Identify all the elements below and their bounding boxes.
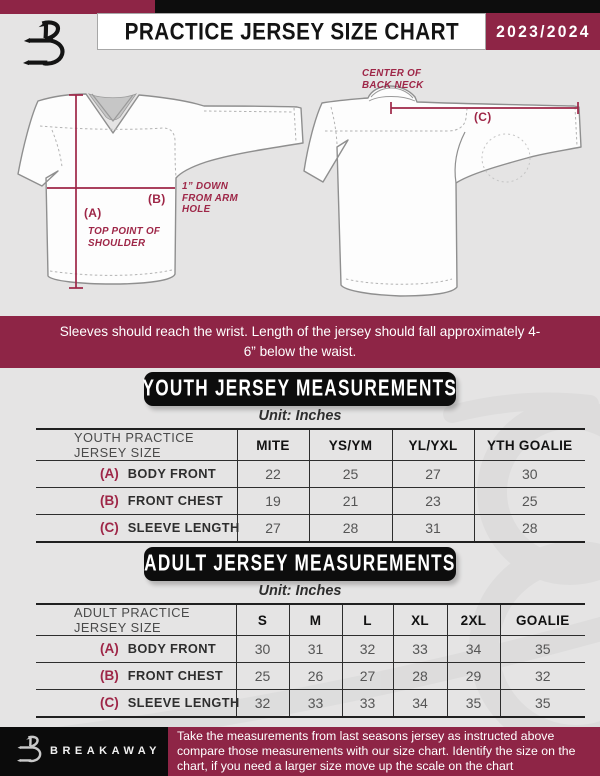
value-cell: 28 (393, 663, 447, 690)
notice-text: Sleeves should reach the wrist. Length of the jersey should fall approximately 4-6” below the waist. (59, 324, 541, 359)
value-cell: 28 (309, 515, 392, 542)
footer-note-text: Take the measurements from last seasons jersey as instructed above compare those measurements with our size chart. Identify the size on the chart, if you need a larger size move up the scale on the chart (177, 729, 576, 773)
back-jersey-illustration (304, 86, 581, 296)
row-key: (C) (100, 694, 119, 710)
value-cell: 27 (342, 663, 393, 690)
value-cell: 34 (447, 636, 500, 663)
value-cell: 23 (392, 488, 474, 515)
size-column-header: L (342, 604, 393, 636)
value-cell: 31 (289, 636, 342, 663)
youth-unit-label: Unit: Inches (258, 408, 342, 424)
value-cell: 19 (237, 488, 309, 515)
table-header-row (36, 429, 585, 461)
table-row (36, 488, 585, 515)
size-column-header: XL (393, 604, 447, 636)
value-cell: 21 (309, 488, 392, 515)
row-label-cell (36, 461, 237, 488)
title-box (97, 13, 486, 50)
adult-size-table (36, 603, 585, 718)
adult-section-title (144, 547, 456, 581)
value-cell: 22 (237, 461, 309, 488)
size-column-header: YTH GOALIE (474, 429, 585, 461)
footer-brand-box (0, 727, 168, 776)
table-title-cell: ADULT PRACTICE JERSEY SIZE (36, 604, 236, 636)
jersey-diagrams (0, 50, 600, 316)
row-label-cell (36, 515, 240, 542)
footer-note-box (168, 727, 600, 776)
marker-c: (C) (474, 110, 492, 124)
size-column-header: GOALIE (500, 604, 585, 636)
value-cell: 33 (393, 636, 447, 663)
value-cell: 28 (474, 515, 585, 542)
value-cell: 32 (342, 636, 393, 663)
front-jersey-illustration (18, 94, 303, 288)
row-key: (B) (100, 493, 119, 508)
row-label-cell (36, 636, 236, 663)
value-cell: 34 (393, 690, 447, 717)
value-cell: 25 (236, 663, 289, 690)
youth-size-table (36, 428, 585, 543)
size-column-header: YS/YM (309, 429, 392, 461)
value-cell: 26 (289, 663, 342, 690)
value-cell: 25 (474, 488, 585, 515)
table-header-row (36, 604, 585, 636)
marker-a: (A) (84, 206, 102, 220)
row-name: SLEEVE LENGTH (127, 694, 240, 710)
notice-banner (0, 316, 600, 368)
breakaway-logo-footer-icon (17, 734, 44, 768)
table-title-cell: YOUTH PRACTICE JERSEY SIZE (36, 429, 237, 461)
row-label-cell (36, 690, 240, 717)
value-cell: 35 (500, 690, 585, 717)
adult-title-text: ADULT JERSEY MEASUREMENTS (144, 550, 456, 577)
row-name: BODY FRONT (127, 641, 217, 656)
value-cell: 27 (392, 461, 474, 488)
value-cell: 32 (236, 690, 289, 717)
row-label-cell (36, 488, 237, 515)
value-cell: 25 (309, 461, 392, 488)
breakaway-logo-icon (23, 19, 69, 74)
header (0, 0, 600, 78)
size-column-header: S (236, 604, 289, 636)
size-column-header: 2XL (447, 604, 500, 636)
row-name: SLEEVE LENGTH (127, 519, 240, 535)
value-cell: 29 (447, 663, 500, 690)
value-cell: 30 (236, 636, 289, 663)
row-name: FRONT CHEST (127, 493, 224, 508)
table-row (36, 663, 585, 690)
value-cell: 32 (500, 663, 585, 690)
table-row (36, 690, 585, 717)
size-column-header: YL/YXL (392, 429, 474, 461)
size-column-header: MITE (237, 429, 309, 461)
youth-title-text: YOUTH JERSEY MEASUREMENTS (142, 375, 458, 402)
row-key: (C) (100, 519, 119, 535)
jersey-diagrams-svg (0, 50, 600, 316)
note-arm-hole: 1” DOWN FROM ARM HOLE (182, 181, 238, 215)
adult-unit-label: Unit: Inches (258, 583, 342, 599)
footer-brand-name: BREAKAWAY (50, 745, 161, 757)
season-text: 2023/2024 (495, 21, 591, 41)
footer (0, 727, 600, 776)
value-cell: 30 (474, 461, 585, 488)
note-center-of-back-neck: CENTER OF BACK NECK (362, 68, 424, 91)
row-name: BODY FRONT (127, 466, 217, 481)
row-key: (B) (100, 668, 119, 683)
value-cell: 35 (500, 636, 585, 663)
season-badge (486, 13, 600, 50)
value-cell: 27 (237, 515, 309, 542)
row-name: FRONT CHEST (127, 668, 224, 683)
value-cell: 31 (392, 515, 474, 542)
youth-section-title (144, 372, 456, 406)
row-key: (A) (100, 466, 119, 481)
table-row (36, 636, 585, 663)
value-cell: 35 (447, 690, 500, 717)
row-label-cell (36, 663, 236, 690)
table-row (36, 515, 585, 542)
value-cell: 33 (289, 690, 342, 717)
page-title: PRACTICE JERSEY SIZE CHART (124, 17, 459, 45)
table-row (36, 461, 585, 488)
row-key: (A) (100, 641, 119, 656)
marker-b: (B) (148, 192, 166, 206)
value-cell: 33 (342, 690, 393, 717)
size-column-header: M (289, 604, 342, 636)
note-top-of-shoulder: TOP POINT OF SHOULDER (88, 226, 161, 249)
